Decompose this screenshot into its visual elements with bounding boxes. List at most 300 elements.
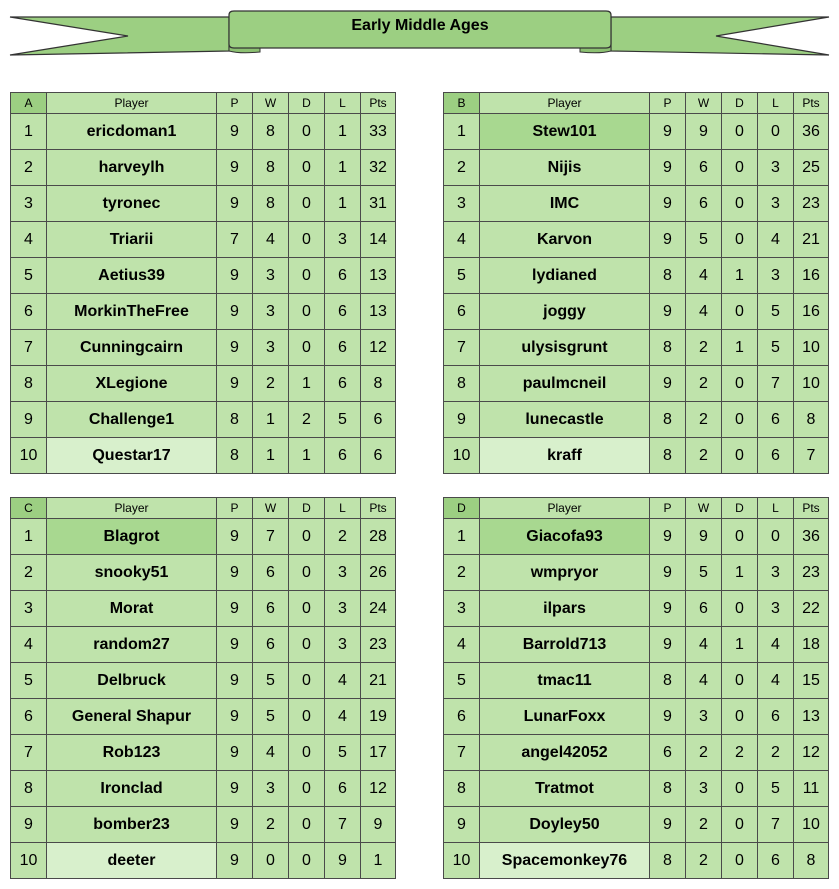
lost-cell: 9 (325, 843, 361, 879)
lost-cell: 6 (325, 438, 361, 474)
drawn-cell: 0 (289, 663, 325, 699)
drawn-cell: 0 (289, 843, 325, 879)
player-cell: wmpryor (480, 555, 650, 591)
played-cell: 9 (217, 519, 253, 555)
rank-cell: 9 (11, 402, 47, 438)
played-cell: 9 (650, 699, 686, 735)
table-row (11, 591, 396, 627)
drawn-cell: 0 (289, 114, 325, 150)
drawn-cell: 0 (289, 519, 325, 555)
points-cell: 12 (361, 330, 396, 366)
rank-cell: 10 (11, 438, 47, 474)
player-cell: Cunningcairn (47, 330, 217, 366)
player-cell: General Shapur (47, 699, 217, 735)
player-cell: Spacemonkey76 (480, 843, 650, 879)
group-letter: A (11, 93, 47, 114)
drawn-cell: 0 (722, 438, 758, 474)
lost-cell: 0 (758, 114, 794, 150)
table-row (444, 663, 829, 699)
lost-cell: 4 (758, 222, 794, 258)
points-cell: 23 (794, 555, 829, 591)
table-row (444, 627, 829, 663)
points-header: Pts (794, 498, 829, 519)
player-cell: Giacofa93 (480, 519, 650, 555)
lost-cell: 0 (758, 519, 794, 555)
drawn-cell: 2 (289, 402, 325, 438)
drawn-cell: 0 (722, 186, 758, 222)
points-cell: 14 (361, 222, 396, 258)
played-cell: 8 (217, 438, 253, 474)
lost-cell: 5 (325, 402, 361, 438)
lost-cell: 1 (325, 186, 361, 222)
player-cell: Blagrot (47, 519, 217, 555)
rank-cell: 8 (11, 366, 47, 402)
table-row (11, 699, 396, 735)
drawn-cell: 0 (289, 627, 325, 663)
won-cell: 6 (686, 186, 722, 222)
rank-cell: 9 (444, 807, 480, 843)
player-cell: bomber23 (47, 807, 217, 843)
played-cell: 9 (217, 366, 253, 402)
header-row (444, 93, 829, 114)
player-cell: kraff (480, 438, 650, 474)
points-cell: 8 (794, 843, 829, 879)
won-cell: 7 (253, 519, 289, 555)
points-cell: 6 (361, 438, 396, 474)
won-cell: 4 (686, 294, 722, 330)
won-cell: 6 (253, 591, 289, 627)
lost-cell: 6 (325, 330, 361, 366)
table-row (444, 402, 829, 438)
lost-cell: 7 (758, 366, 794, 402)
rank-cell: 3 (444, 591, 480, 627)
won-cell: 3 (253, 771, 289, 807)
won-cell: 3 (253, 294, 289, 330)
won-header: W (686, 93, 722, 114)
points-cell: 10 (794, 366, 829, 402)
lost-header: L (325, 93, 361, 114)
played-header: P (650, 93, 686, 114)
won-cell: 2 (686, 330, 722, 366)
played-cell: 9 (217, 294, 253, 330)
rank-cell: 7 (11, 330, 47, 366)
group-b-table (443, 92, 829, 474)
played-cell: 9 (217, 663, 253, 699)
won-cell: 8 (253, 150, 289, 186)
table-row (11, 555, 396, 591)
lost-cell: 7 (325, 807, 361, 843)
won-cell: 4 (686, 258, 722, 294)
table-row (11, 186, 396, 222)
player-cell: tmac11 (480, 663, 650, 699)
played-cell: 6 (650, 735, 686, 771)
rank-cell: 9 (11, 807, 47, 843)
won-cell: 4 (686, 627, 722, 663)
table-row (444, 735, 829, 771)
drawn-cell: 0 (289, 222, 325, 258)
group-letter: B (444, 93, 480, 114)
lost-cell: 3 (758, 591, 794, 627)
table-row (444, 438, 829, 474)
player-cell: Tratmot (480, 771, 650, 807)
rank-cell: 5 (11, 258, 47, 294)
won-cell: 3 (253, 258, 289, 294)
played-cell: 8 (650, 258, 686, 294)
player-cell: Morat (47, 591, 217, 627)
points-cell: 11 (794, 771, 829, 807)
played-cell: 9 (650, 591, 686, 627)
played-cell: 9 (217, 699, 253, 735)
drawn-cell: 0 (289, 555, 325, 591)
lost-cell: 5 (758, 330, 794, 366)
player-cell: Aetius39 (47, 258, 217, 294)
lost-cell: 6 (758, 402, 794, 438)
lost-cell: 3 (758, 186, 794, 222)
played-cell: 9 (650, 222, 686, 258)
drawn-cell: 0 (289, 807, 325, 843)
points-cell: 10 (794, 330, 829, 366)
table-row (11, 330, 396, 366)
lost-header: L (758, 498, 794, 519)
drawn-header: D (289, 93, 325, 114)
points-cell: 19 (361, 699, 396, 735)
points-cell: 21 (361, 663, 396, 699)
lost-cell: 4 (325, 699, 361, 735)
rank-cell: 4 (444, 222, 480, 258)
table-row (11, 222, 396, 258)
drawn-cell: 0 (722, 699, 758, 735)
table-row (11, 627, 396, 663)
player-header: Player (47, 498, 217, 519)
lost-cell: 7 (758, 807, 794, 843)
won-cell: 9 (686, 114, 722, 150)
player-cell: MorkinTheFree (47, 294, 217, 330)
played-cell: 9 (217, 807, 253, 843)
drawn-cell: 0 (722, 294, 758, 330)
points-cell: 13 (361, 258, 396, 294)
table-row (444, 591, 829, 627)
lost-cell: 6 (325, 771, 361, 807)
points-cell: 21 (794, 222, 829, 258)
points-cell: 23 (361, 627, 396, 663)
won-cell: 4 (686, 663, 722, 699)
player-cell: Triarii (47, 222, 217, 258)
lost-cell: 3 (325, 555, 361, 591)
lost-header: L (325, 498, 361, 519)
drawn-cell: 0 (289, 330, 325, 366)
table-row (11, 519, 396, 555)
lost-header: L (758, 93, 794, 114)
rank-cell: 2 (11, 555, 47, 591)
drawn-cell: 1 (722, 627, 758, 663)
won-cell: 2 (686, 438, 722, 474)
player-cell: ericdoman1 (47, 114, 217, 150)
won-cell: 3 (253, 330, 289, 366)
player-cell: Nijis (480, 150, 650, 186)
rank-cell: 5 (444, 663, 480, 699)
lost-cell: 6 (758, 438, 794, 474)
won-cell: 3 (686, 699, 722, 735)
played-cell: 8 (650, 843, 686, 879)
table-row (444, 843, 829, 879)
lost-cell: 3 (758, 555, 794, 591)
lost-cell: 4 (325, 663, 361, 699)
won-cell: 3 (686, 771, 722, 807)
drawn-cell: 0 (289, 735, 325, 771)
played-cell: 9 (217, 150, 253, 186)
player-cell: Delbruck (47, 663, 217, 699)
played-cell: 8 (650, 438, 686, 474)
won-header: W (253, 93, 289, 114)
points-cell: 16 (794, 294, 829, 330)
drawn-cell: 2 (722, 735, 758, 771)
won-cell: 2 (686, 735, 722, 771)
rank-cell: 7 (444, 330, 480, 366)
lost-cell: 3 (758, 150, 794, 186)
player-header: Player (480, 498, 650, 519)
rank-cell: 10 (444, 438, 480, 474)
rank-cell: 5 (444, 258, 480, 294)
won-cell: 6 (253, 555, 289, 591)
lost-cell: 3 (325, 591, 361, 627)
points-cell: 1 (361, 843, 396, 879)
played-cell: 9 (650, 294, 686, 330)
rank-cell: 2 (444, 555, 480, 591)
played-cell: 9 (217, 771, 253, 807)
player-cell: LunarFoxx (480, 699, 650, 735)
player-cell: tyronec (47, 186, 217, 222)
header-row (11, 93, 396, 114)
table-row (11, 294, 396, 330)
header-row (444, 498, 829, 519)
rank-cell: 2 (11, 150, 47, 186)
won-cell: 5 (253, 699, 289, 735)
points-cell: 12 (361, 771, 396, 807)
table-row (444, 114, 829, 150)
banner-title: Early Middle Ages (351, 17, 489, 34)
won-cell: 4 (253, 222, 289, 258)
table-row (11, 843, 396, 879)
points-cell: 10 (794, 807, 829, 843)
lost-cell: 4 (758, 663, 794, 699)
banner-left-tail (10, 17, 229, 55)
player-cell: Rob123 (47, 735, 217, 771)
table-row (11, 771, 396, 807)
rank-cell: 6 (11, 699, 47, 735)
played-cell: 9 (650, 150, 686, 186)
header-row (11, 498, 396, 519)
points-cell: 33 (361, 114, 396, 150)
won-cell: 2 (686, 807, 722, 843)
lost-cell: 3 (325, 627, 361, 663)
lost-cell: 6 (325, 294, 361, 330)
won-cell: 2 (686, 402, 722, 438)
drawn-cell: 1 (722, 330, 758, 366)
drawn-cell: 0 (722, 663, 758, 699)
won-cell: 2 (253, 366, 289, 402)
rank-cell: 7 (11, 735, 47, 771)
player-cell: random27 (47, 627, 217, 663)
banner-right-tail (611, 17, 829, 55)
lost-cell: 6 (758, 843, 794, 879)
table-row (444, 366, 829, 402)
player-cell: ilpars (480, 591, 650, 627)
drawn-cell: 0 (289, 258, 325, 294)
table-row (444, 771, 829, 807)
rank-cell: 1 (11, 519, 47, 555)
played-cell: 9 (650, 519, 686, 555)
played-cell: 9 (217, 627, 253, 663)
won-cell: 2 (686, 366, 722, 402)
played-cell: 8 (650, 330, 686, 366)
lost-cell: 6 (325, 258, 361, 294)
group-letter: D (444, 498, 480, 519)
played-cell: 8 (650, 663, 686, 699)
rank-cell: 1 (11, 114, 47, 150)
points-cell: 36 (794, 114, 829, 150)
played-cell: 9 (217, 186, 253, 222)
rank-cell: 3 (11, 591, 47, 627)
won-cell: 5 (253, 663, 289, 699)
drawn-cell: 0 (722, 843, 758, 879)
rank-cell: 10 (11, 843, 47, 879)
played-cell: 8 (217, 402, 253, 438)
lost-cell: 1 (325, 114, 361, 150)
played-cell: 9 (650, 807, 686, 843)
won-cell: 4 (253, 735, 289, 771)
rank-cell: 6 (444, 294, 480, 330)
lost-cell: 6 (758, 699, 794, 735)
points-cell: 8 (794, 402, 829, 438)
lost-cell: 2 (325, 519, 361, 555)
rank-cell: 8 (11, 771, 47, 807)
points-cell: 17 (361, 735, 396, 771)
player-cell: IMC (480, 186, 650, 222)
played-cell: 9 (217, 735, 253, 771)
played-cell: 9 (217, 114, 253, 150)
rank-cell: 1 (444, 114, 480, 150)
won-cell: 1 (253, 402, 289, 438)
played-cell: 8 (650, 402, 686, 438)
lost-cell: 5 (758, 294, 794, 330)
group-letter: C (11, 498, 47, 519)
drawn-cell: 0 (722, 366, 758, 402)
played-cell: 9 (650, 114, 686, 150)
points-cell: 24 (361, 591, 396, 627)
drawn-cell: 1 (722, 555, 758, 591)
played-cell: 9 (217, 591, 253, 627)
player-cell: joggy (480, 294, 650, 330)
points-cell: 26 (361, 555, 396, 591)
drawn-cell: 0 (722, 402, 758, 438)
rank-cell: 4 (11, 627, 47, 663)
drawn-header: D (289, 498, 325, 519)
player-cell: paulmcneil (480, 366, 650, 402)
table-row (444, 555, 829, 591)
rank-cell: 7 (444, 735, 480, 771)
drawn-cell: 0 (289, 591, 325, 627)
player-cell: Ironclad (47, 771, 217, 807)
drawn-cell: 0 (722, 807, 758, 843)
points-cell: 36 (794, 519, 829, 555)
lost-cell: 3 (325, 222, 361, 258)
player-cell: Karvon (480, 222, 650, 258)
points-cell: 25 (794, 150, 829, 186)
won-cell: 6 (686, 591, 722, 627)
points-cell: 23 (794, 186, 829, 222)
drawn-cell: 0 (722, 591, 758, 627)
group-a-table (10, 92, 396, 474)
lost-cell: 3 (758, 258, 794, 294)
rank-cell: 2 (444, 150, 480, 186)
drawn-cell: 1 (289, 366, 325, 402)
group-c-table (10, 497, 396, 879)
won-header: W (253, 498, 289, 519)
rank-cell: 6 (11, 294, 47, 330)
player-header: Player (47, 93, 217, 114)
player-cell: harveylh (47, 150, 217, 186)
drawn-cell: 0 (722, 222, 758, 258)
won-cell: 2 (253, 807, 289, 843)
played-cell: 9 (217, 258, 253, 294)
rank-cell: 5 (11, 663, 47, 699)
points-cell: 6 (361, 402, 396, 438)
drawn-cell: 0 (289, 294, 325, 330)
rank-cell: 3 (444, 186, 480, 222)
won-header: W (686, 498, 722, 519)
played-cell: 7 (217, 222, 253, 258)
table-row (444, 519, 829, 555)
played-cell: 9 (217, 843, 253, 879)
table-row (444, 222, 829, 258)
points-cell: 7 (794, 438, 829, 474)
player-cell: Challenge1 (47, 402, 217, 438)
drawn-cell: 1 (722, 258, 758, 294)
drawn-header: D (722, 93, 758, 114)
rank-cell: 8 (444, 366, 480, 402)
points-cell: 22 (794, 591, 829, 627)
player-cell: ulysisgrunt (480, 330, 650, 366)
won-cell: 6 (686, 150, 722, 186)
lost-cell: 2 (758, 735, 794, 771)
drawn-cell: 0 (289, 699, 325, 735)
table-row (11, 663, 396, 699)
played-cell: 9 (217, 555, 253, 591)
player-cell: Stew101 (480, 114, 650, 150)
player-cell: lunecastle (480, 402, 650, 438)
rank-cell: 9 (444, 402, 480, 438)
table-row (11, 735, 396, 771)
lost-cell: 1 (325, 150, 361, 186)
player-cell: snooky51 (47, 555, 217, 591)
played-cell: 9 (650, 186, 686, 222)
won-cell: 8 (253, 186, 289, 222)
group-d-table (443, 497, 829, 879)
table-row (11, 258, 396, 294)
table-row (444, 330, 829, 366)
drawn-cell: 0 (722, 150, 758, 186)
table-row (11, 366, 396, 402)
table-row (444, 807, 829, 843)
played-cell: 9 (217, 330, 253, 366)
lost-cell: 4 (758, 627, 794, 663)
drawn-cell: 1 (289, 438, 325, 474)
drawn-cell: 0 (289, 186, 325, 222)
table-row (11, 438, 396, 474)
played-header: P (217, 93, 253, 114)
played-cell: 8 (650, 771, 686, 807)
table-row (11, 402, 396, 438)
